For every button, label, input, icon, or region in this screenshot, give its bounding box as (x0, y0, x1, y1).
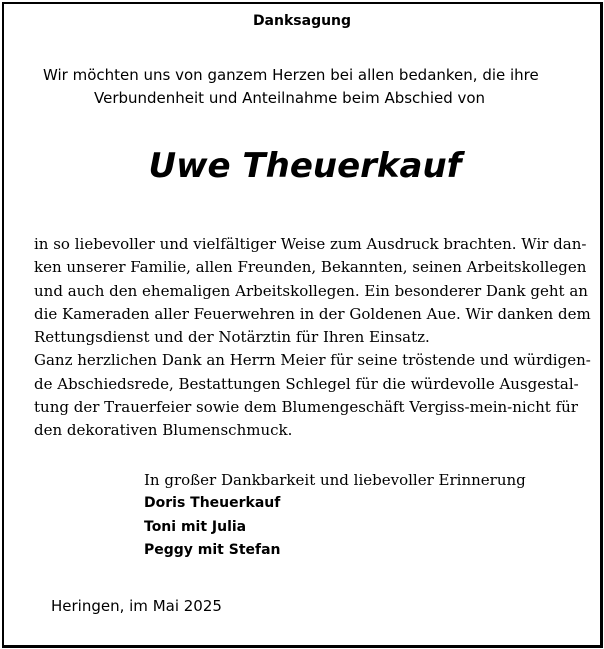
intro-line: Wir möchten uns von ganzem Herzen bei allen bedanken, die ihre (43, 66, 539, 84)
closing-lead: In großer Dankbarkeit und liebevoller Erinnerung (144, 471, 526, 489)
body-line: de Abschiedsrede, Bestattungen Schlegel für die würdevolle Ausgestal- (34, 374, 579, 393)
body-line: und auch den ehemaligen Arbeitskollegen. Ein besonderer Dank geht an (34, 281, 588, 300)
body-text (34, 233, 594, 443)
body-line: in so liebevoller und vielfältiger Weise zum Ausdruck brachten. Wir dan- (34, 235, 587, 253)
body-line: ken unserer Familie, allen Freunden, Bekannten, seinen Arbeitskollegen (34, 258, 587, 277)
body-line: die Kameraden aller Feuerwehren in der Goldenen Aue. Wir danken dem (34, 304, 591, 323)
closing-block (144, 469, 584, 563)
signer-name: Doris Theuerkauf (144, 495, 281, 512)
signer-name: Peggy mit Stefan (144, 542, 281, 559)
place-date: Heringen, im Mai 2025 (51, 597, 222, 615)
body-line: den dekorativen Blumenschmuck. (34, 421, 293, 440)
intro-line: Verbundenheit und Anteilnahme beim Abschied von (94, 89, 486, 107)
body-line: Ganz herzlichen Dank an Herrn Meier für seine tröstende und würdigen- (34, 351, 591, 370)
notice-heading: Danksagung (252, 13, 352, 29)
signer-name: Toni mit Julia (144, 518, 247, 535)
deceased-name: Uwe Theuerkauf (148, 146, 462, 186)
body-line: tung der Trauerfeier sowie dem Blumengeschäft Vergiss-mein-nicht für (34, 398, 578, 417)
body-line: Rettungsdienst und der Notärztin für Ihren Einsatz. (34, 328, 430, 347)
intro-text (0, 64, 604, 110)
